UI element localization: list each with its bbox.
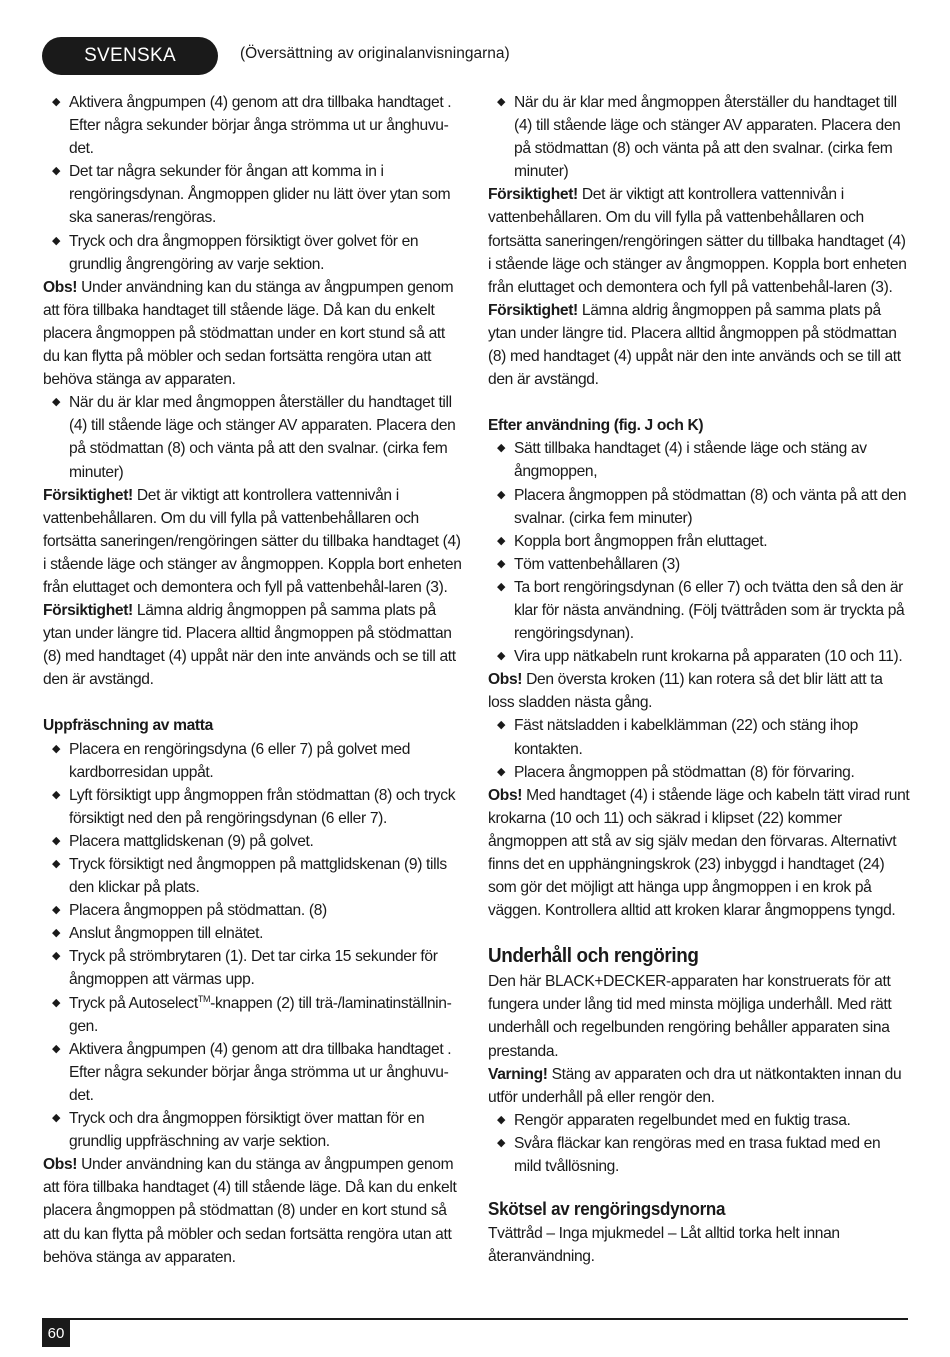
list-item: ◆ Lyft försiktigt upp ångmoppen från stödmattan (8) och tryck försiktigt ned den på rengöringsdynan (6 eller 7).	[43, 784, 465, 830]
diamond-bullet-icon: ◆	[497, 1113, 506, 1126]
diamond-bullet-icon: ◆	[497, 650, 506, 663]
carpet-refresh-heading: Uppfräschning av matta	[43, 717, 213, 735]
diamond-bullet-icon: ◆	[52, 834, 61, 847]
footer-rule	[42, 1318, 908, 1320]
diamond-bullet-icon: ◆	[497, 534, 506, 547]
diamond-bullet-icon: ◆	[497, 442, 506, 455]
list-item: ◆ Rengör apparaten regelbundet med en fuktig trasa.	[488, 1109, 910, 1132]
diamond-bullet-icon: ◆	[497, 96, 506, 108]
translation-note: (Översättning av originalanvisningarna)	[240, 45, 510, 62]
diamond-bullet-icon: ◆	[52, 96, 61, 108]
list-item: ◆ Töm vattenbehållaren (3)	[488, 553, 910, 576]
warning-label: Varning!	[488, 1065, 548, 1083]
list-item: ◆ Tryck och dra ångmoppen försiktigt över mattan för en grundlig uppfräschning av varje sektion.	[43, 1107, 465, 1153]
diamond-bullet-icon: ◆	[52, 1042, 61, 1055]
note-paragraph	[43, 1153, 465, 1268]
caution-text: Lämna aldrig ångmoppen på samma plats på ytan under längre tid. Placera alltid ångmoppen på stödmattan (8) med handtaget (4) uppåt när den inte används och se till att den är avstängd.	[488, 301, 901, 389]
diamond-bullet-icon: ◆	[52, 858, 61, 870]
caution-paragraph	[43, 484, 465, 599]
note-text: Den översta kroken (11) kan rotera så det blir lätt att ta loss sladden nästa gång.	[488, 671, 883, 712]
right-column	[488, 91, 910, 1268]
maintenance-heading: Underhåll och rengöring	[488, 944, 699, 968]
diamond-bullet-icon: ◆	[52, 996, 61, 1009]
list-item: ◆ Svåra fläckar kan rengöras med en trasa fuktad med en mild tvållösning.	[488, 1132, 910, 1178]
caution-text: Det är viktigt att kontrollera vattennivån i vattenbehållaren. Om du vill fylla på vattenbehållaren och fortsätta saneringen/rengöringen sätter du tillbaka handtaget (4) i stående läge och stänger av ångmoppen. Koppla bort enheten från eluttaget och demontera och fyll på vattenbehål-laren (3).	[43, 486, 462, 596]
list-item: ◆ Anslut ångmoppen till elnätet.	[43, 922, 465, 945]
warning-paragraph	[488, 1063, 910, 1109]
list-item: ◆ Placera mattglidskenan (9) på golvet.	[43, 830, 465, 853]
caution-label: Försiktighet!	[488, 301, 578, 319]
note-paragraph	[488, 784, 910, 923]
list-item: ◆ Ta bort rengöringsdynan (6 eller 7) och tvätta den så den är klar för nästa användning. (Följ tvättråden som är tryckta på rengöringsdynan).	[488, 576, 910, 645]
caution-label: Försiktighet!	[43, 602, 133, 620]
diamond-bullet-icon: ◆	[52, 788, 61, 801]
left-column	[43, 91, 465, 1269]
list-item: ◆ Placera ångmoppen på stödmattan. (8)	[43, 899, 465, 922]
diamond-bullet-icon: ◆	[52, 396, 61, 409]
note-label: Obs!	[488, 671, 523, 689]
diamond-bullet-icon: ◆	[497, 557, 506, 570]
pad-care-paragraph: Tvättråd – Inga mjukmedel – Låt alltid torka helt innan återanvändning.	[488, 1225, 840, 1266]
language-badge	[42, 37, 218, 75]
diamond-bullet-icon: ◆	[497, 719, 506, 732]
caution-label: Försiktighet!	[488, 186, 578, 204]
diamond-bullet-icon: ◆	[52, 950, 61, 963]
diamond-bullet-icon: ◆	[52, 927, 61, 940]
language-label: SVENSKA	[84, 45, 176, 66]
pad-care-heading: Skötsel av rengöringsdynorna	[488, 1198, 726, 1220]
warning-text: Stäng av apparaten och dra ut nätkontakten innan du utför underhåll på eller rengör den.	[488, 1065, 902, 1106]
page-number: 60	[42, 1320, 70, 1347]
note-text: Under användning kan du stänga av ångpumpen genom att föra tillbaka handtaget till stående läge. Då kan du enkelt placera ångmoppen på stödmattan under en kort stund så att du kan flytta på möbler och sedan fortsätta rengöra utan att behöva stänga av apparaten.	[43, 278, 454, 389]
list-item: ◆ Koppla bort ångmoppen från eluttaget.	[488, 530, 910, 553]
list-item: ◆ När du är klar med ångmoppen återställer du handtaget till (4) till stående läge och stänger AV apparaten. Placera den på stödmattan (8) och vänta på att den svalnar. (cirka fem minuter)	[488, 91, 910, 183]
caution-text: Lämna aldrig ångmoppen på samma plats på ytan under längre tid. Placera alltid ångmoppen på stödmattan (8) med handtaget (4) uppåt när den inte används och se till att den är avstängd.	[43, 602, 456, 689]
list-item: ◆ Tryck försiktigt ned ångmoppen på mattglidskenan (9) tills den klickar på plats.	[43, 853, 465, 899]
after-use-heading: Efter användning (fig. J och K)	[488, 417, 704, 435]
list-item: ◆ Sätt tillbaka handtaget (4) i stående läge och stäng av ångmoppen,	[488, 437, 910, 483]
list-item: ◆ Vira upp nätkabeln runt krokarna på apparaten (10 och 11).	[488, 645, 910, 668]
diamond-bullet-icon: ◆	[52, 904, 61, 917]
list-item: ◆ Aktivera ångpumpen (4) genom att dra tillbaka handtaget . Efter några sekunder börjar ånga strömma ut ur ånghuvu-det.	[43, 91, 465, 160]
note-text: Med handtaget (4) i stående läge och kabeln tätt virad runt krokarna (10 och 11) och säkrad i klipset (22) kommer ångmoppen att stå av sig själv medan den förvaras. Alternativt finns det en upphängningskrok (23) inbyggd i handtaget (24) som gör det möjligt att hänga upp ångmoppen i en krok på väggen. Kontrollera alltid att kroken klarar ångmoppens tyngd.	[488, 786, 910, 920]
list-item: ◆ Aktivera ångpumpen (4) genom att dra tillbaka handtaget . Efter några sekunder börjar ånga strömma ut ur ånghuvu-det.	[43, 1038, 465, 1107]
note-paragraph	[43, 276, 465, 391]
caution-text: Det är viktigt att kontrollera vattennivån i vattenbehållaren. Om du vill fylla på vattenbehållaren och fortsätta saneringen/rengöringen sätter du tillbaka handtaget (4) i stående läge och stänger av ångmoppen. Koppla bort enheten från eluttaget och demontera och fyll på vattenbehål-laren (3).	[488, 186, 907, 296]
list-item: ◆ När du är klar med ångmoppen återställer du handtaget till (4) till stående läge och stänger AV apparaten. Placera den på stödmattan (8) och vänta på att den svalnar. (cirka fem minuter)	[43, 391, 465, 483]
list-item: ◆ Tryck på strömbrytaren (1). Det tar cirka 15 sekunder för ångmoppen att värmas upp.	[43, 945, 465, 991]
maintenance-paragraph: Den här BLACK+DECKER-apparaten har konstruerats för att fungera under lång tid med minsta möjliga underhåll. Med rätt underhåll och regelbunden rengöring behåller apparaten sina prestanda.	[488, 973, 892, 1060]
note-label: Obs!	[43, 278, 78, 296]
caution-label: Försiktighet!	[43, 486, 133, 504]
caution-paragraph	[488, 183, 910, 298]
list-item: ◆ Det tar några sekunder för ångan att komma in i rengöringsdynan. Ångmoppen glider nu lätt över ytan som ska saneras/rengöras.	[43, 160, 465, 229]
caution-paragraph	[43, 599, 465, 691]
diamond-bullet-icon: ◆	[497, 765, 506, 778]
note-paragraph	[488, 668, 910, 714]
list-item: ◆ Placera en rengöringsdyna (6 eller 7) på golvet med kardborresidan uppåt.	[43, 738, 465, 784]
list-item: ◆ Fäst nätsladden i kabelklämman (22) och stäng ihop kontakten.	[488, 714, 910, 760]
list-item: ◆ Placera ångmoppen på stödmattan (8) och vänta på att den svalnar. (cirka fem minuter)	[488, 484, 910, 530]
list-item: ◆ Tryck på Autoselect™-knappen (2) till trä-/laminatinställnin-gen.	[52, 993, 452, 1035]
diamond-bullet-icon: ◆	[497, 488, 506, 501]
list-item: ◆ Placera ångmoppen på stödmattan (8) för förvaring.	[488, 761, 910, 784]
trademark-mark: TM	[197, 993, 211, 1004]
diamond-bullet-icon: ◆	[52, 1112, 61, 1125]
note-label: Obs!	[488, 786, 523, 804]
diamond-bullet-icon: ◆	[52, 165, 61, 178]
diamond-bullet-icon: ◆	[52, 234, 61, 247]
note-text: Under användning kan du stänga av ångpumpen genom att föra tillbaka handtaget (4) till stående läge. Då kan du enkelt placera ångmoppen på stödmattan (8) under en kort stund så att du kan flytta på möbler och sedan fortsätta rengöra utan att behöva stänga av apparaten.	[43, 1156, 457, 1266]
list-item: ◆ Tryck och dra ångmoppen försiktigt över golvet för en grundlig ångrengöring av varje sektion.	[43, 230, 465, 276]
note-label: Obs!	[43, 1156, 78, 1174]
diamond-bullet-icon: ◆	[497, 580, 506, 593]
caution-paragraph	[488, 299, 910, 391]
diamond-bullet-icon: ◆	[497, 1136, 506, 1149]
diamond-bullet-icon: ◆	[52, 742, 61, 755]
